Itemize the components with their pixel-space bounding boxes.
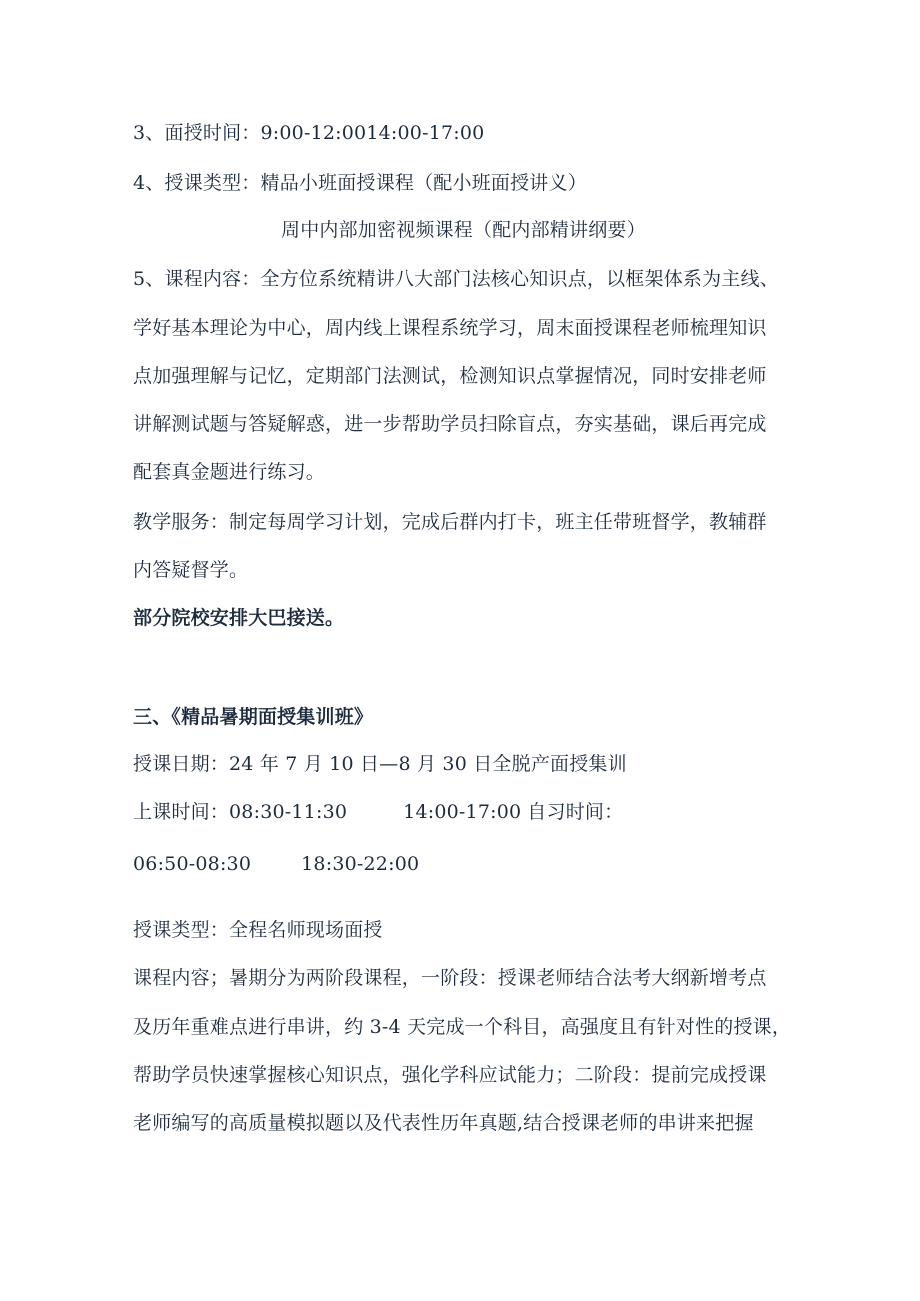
service-line-1: 教学服务：制定每周学习计划，完成后群内打卡，班主任带班督学，教辅群 xyxy=(133,511,767,533)
self-study-am: 06:50-08:30 xyxy=(133,853,252,875)
class-time-pm: 14:00-17:00 xyxy=(403,801,522,823)
class-time-am: 08:30-11:30 xyxy=(229,801,348,823)
summer-content-line-1: 课程内容；暑期分为两阶段课程，一阶段：授课老师结合法考大纲新增考点 xyxy=(133,967,767,989)
course-content-line-2: 学好基本理论为中心，周内线上课程系统学习，周末面授课程老师梳理知识 xyxy=(133,317,767,339)
course-content-line-4: 讲解测试题与答疑解惑，进一步帮助学员扫除盲点，夯实基础，课后再完成 xyxy=(133,413,767,435)
teaching-type: 授课类型：全程名师现场面授 xyxy=(133,919,383,941)
summer-content-line-2: 及历年重难点进行串讲，约 3-4 天完成一个科目，高强度且有针对性的授课， xyxy=(133,1016,792,1038)
course-type: 4、授课类型：精品小班面授课程（配小班面授讲义） xyxy=(133,172,587,194)
self-study-label: 自习时间： xyxy=(527,801,624,823)
course-content-line-1: 5、课程内容：全方位系统精讲八大部门法核心知识点，以框架体系为主线、 xyxy=(133,268,779,290)
course-type-sub: 周中内部加密视频课程（配内部精讲纲要） xyxy=(281,219,646,241)
class-time-row xyxy=(133,800,623,824)
course-dates: 授课日期：24 年 7 月 10 日—8 月 30 日全脱产面授集训 xyxy=(133,753,627,775)
course-content-line-5: 配套真金题进行练习。 xyxy=(133,461,326,483)
summer-content-line-4: 老师编写的高质量模拟题以及代表性历年真题,结合授课老师的串讲来把握 xyxy=(133,1112,754,1134)
bus-note: 部分院校安排大巴接送。 xyxy=(133,607,345,629)
summer-content-line-3: 帮助学员快速掌握核心知识点，强化学科应试能力；二阶段：提前完成授课 xyxy=(133,1064,767,1086)
course-content-line-3: 点加强理解与记忆，定期部门法测试，检测知识点掌握情况，同时安排老师 xyxy=(133,365,767,387)
class-time-label: 上课时间： xyxy=(133,801,230,823)
service-line-2: 内答疑督学。 xyxy=(133,559,249,581)
teaching-time: 3、面授时间：9:00-12:0014:00-17:00 xyxy=(133,122,485,144)
section-heading: 三、《精品暑期面授集训班》 xyxy=(133,706,374,728)
self-study-pm: 18:30-22:00 xyxy=(301,853,420,875)
self-study-row xyxy=(133,852,419,876)
